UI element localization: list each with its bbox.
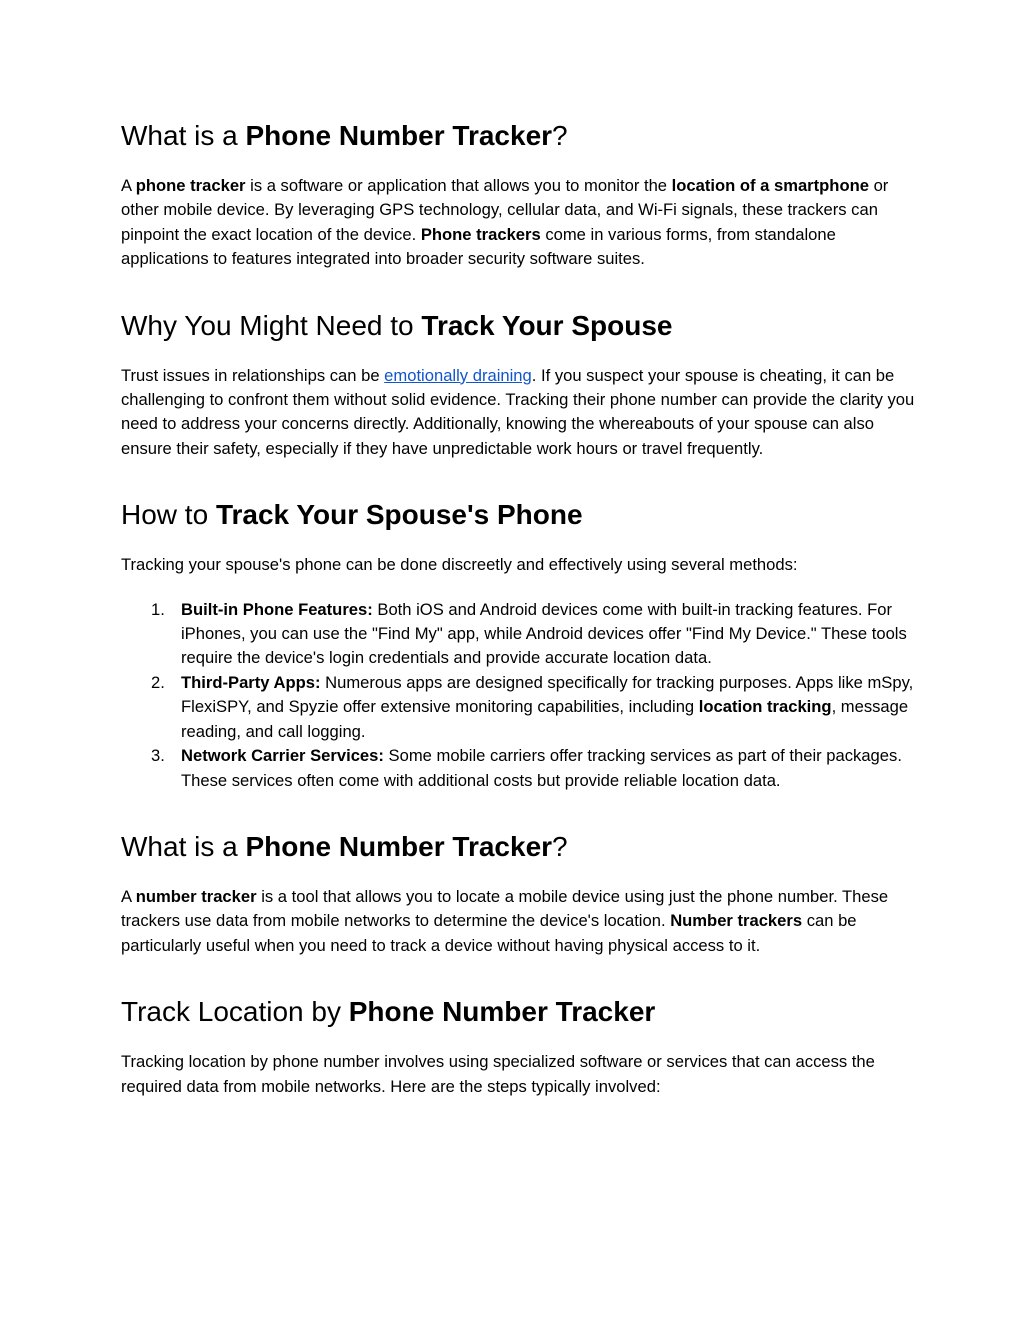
- emotionally-draining-link[interactable]: emotionally draining: [384, 365, 532, 385]
- list-item: 3. Network Carrier Services: Some mobile carriers offer tracking services as part of their packages. These services often come with additional costs but provide reliable location data.: [151, 746, 902, 790]
- paragraph: A phone tracker is a software or application that allows you to monitor the location of a smartphone or other mobile device. By leveraging GPS technology, cellular data, and Wi-Fi signals, these trackers can pinpoint the exact location of the device. Phone trackers come in various forms, from standalone applications to features integrated into broader security software suites.: [121, 176, 889, 269]
- document-page: [121, 118, 921, 1099]
- list-item: 1. Built-in Phone Features: Both iOS and Android devices come with built-in tracking features. For iPhones, you can use the "Find My" app, while Android devices offer "Find My Device." These tools require the device's login credentials and provide accurate location data.: [151, 599, 907, 668]
- paragraph: Trust issues in relationships can be emotionally draining. If you suspect your spouse is cheating, it can be challenging to confront them without solid evidence. Tracking their phone number can provide the clarity you need to address your concerns directly. Additionally, knowing the whereabouts of your spouse can also ensure their safety, especially if they have unpredictable work hours or travel frequently.: [121, 365, 915, 458]
- paragraph: Tracking your spouse's phone can be done discreetly and effectively using several methods:: [121, 555, 798, 575]
- section-heading: What is a Phone Number Tracker?: [121, 120, 568, 151]
- paragraph: A number tracker is a tool that allows you to locate a mobile device using just the phone number. These trackers use data from mobile networks to determine the device's location. Number trackers can be particularly useful when you need to track a device without having physical access to it.: [121, 886, 889, 955]
- list-item: 2. Third-Party Apps: Numerous apps are designed specifically for tracking purposes. Apps like mSpy, FlexiSPY, and Spyzie offer extensive monitoring capabilities, including location tracking, message reading, and call logging.: [151, 672, 914, 741]
- paragraph: Tracking location by phone number involves using specialized software or services that can access the required data from mobile networks. Here are the steps typically involved:: [121, 1052, 875, 1096]
- section-heading: How to Track Your Spouse's Phone: [121, 499, 583, 531]
- section-heading: What is a Phone Number Tracker?: [121, 830, 568, 862]
- methods-list: [121, 598, 921, 793]
- section-heading: Track Location by Phone Number Tracker: [121, 996, 656, 1028]
- section-heading: Why You Might Need to Track Your Spouse: [121, 309, 673, 341]
